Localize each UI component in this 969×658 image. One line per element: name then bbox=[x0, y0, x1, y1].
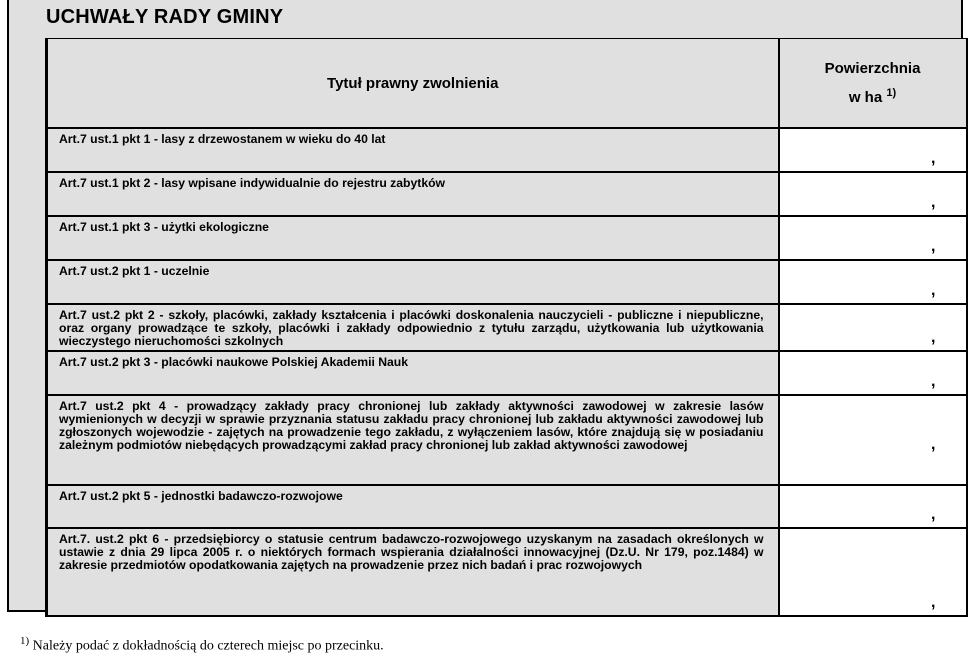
decimal-separator: , bbox=[931, 282, 936, 299]
legal-title-cell: Art.7 ust.2 pkt 3 - placówki naukowe Polskiej Akademii Nauk bbox=[47, 351, 779, 395]
table-row bbox=[47, 128, 967, 172]
legal-title-cell: Art.7 ust.2 pkt 4 - prowadzący zakłady pracy chronionej lub zakłady aktywności zawodowej w zakresie lasów wymienionych w decyzji w sprawie przyznania statusu zakładu pracy chronionej lub zakładu aktywności zawodowej lub zgłoszonych wojewodzie - zajętych na prowadzenie tego zakładu, z wyłączeniem lasów, które znajdują się w posiadaniu zależnym podmiotów niebędących prowadzącymi zakład pracy chronionej lub zakład aktywności zawodowej bbox=[47, 395, 779, 485]
table-row bbox=[47, 528, 967, 616]
table-row bbox=[47, 172, 967, 216]
decimal-separator: , bbox=[931, 329, 936, 346]
table-row bbox=[47, 485, 967, 528]
area-input-cell[interactable] bbox=[779, 351, 967, 395]
decimal-separator: , bbox=[931, 194, 936, 211]
area-input-cell[interactable] bbox=[779, 395, 967, 485]
table-row bbox=[47, 351, 967, 395]
decimal-separator: , bbox=[931, 150, 936, 167]
legal-title-cell: Art.7 ust.1 pkt 3 - użytki ekologiczne bbox=[47, 216, 779, 260]
footnote-text: Należy podać z dokładnością do czterech miejsc po przecinku. bbox=[32, 638, 384, 654]
legal-title-cell: Art.7. ust.2 pkt 6 - przedsiębiorcy o statusie centrum badawczo-rozwojowego uzyskanym na zasadach określonych w ustawie z dnia 29 lipca 2005 r. o niektórych formach wspierania działalności innowacyjnej (Dz.U. Nr 179, poz.1484) w zakresie przedmiotów opodatkowania zajętych na prowadzenie przez nich badań i prac rozwojowych bbox=[47, 528, 779, 616]
decimal-separator: , bbox=[931, 506, 936, 523]
area-input-cell[interactable] bbox=[779, 128, 967, 172]
legal-title-cell: Art.7 ust.1 pkt 2 - lasy wpisane indywidualnie do rejestru zabytków bbox=[47, 172, 779, 216]
area-header-line2: w ha bbox=[848, 89, 883, 106]
table-header-row bbox=[47, 39, 967, 129]
legal-title-cell: Art.7 ust.2 pkt 1 - uczelnie bbox=[47, 260, 779, 304]
area-input-cell[interactable] bbox=[779, 528, 967, 616]
area-input-cell[interactable] bbox=[779, 172, 967, 216]
area-input-cell[interactable] bbox=[779, 304, 967, 351]
decimal-separator: , bbox=[931, 238, 936, 255]
area-input-cell[interactable] bbox=[779, 485, 967, 528]
area-input-cell[interactable] bbox=[779, 260, 967, 304]
table-row bbox=[47, 395, 967, 485]
decimal-separator: , bbox=[931, 594, 936, 611]
legal-title-cell: Art.7 ust.2 pkt 2 - szkoły, placówki, zakłady kształcenia i placówki doskonalenia nauczycieli - publiczne i niepubliczne, oraz organy prowadzące te szkoły, placówki i zakłady odpowiednio z tytułu zarządu, użytkowania lub użytkowania wieczystego nieruchomości szkolnych bbox=[47, 304, 779, 351]
area-header-line1: Powierzchnia bbox=[824, 60, 921, 77]
area-footnote-ref: 1) bbox=[886, 87, 897, 99]
table-row bbox=[47, 304, 967, 351]
decimal-separator: , bbox=[931, 373, 936, 390]
table-row bbox=[47, 216, 967, 260]
table-row bbox=[47, 260, 967, 304]
footnote bbox=[20, 635, 384, 655]
footnote-marker: 1) bbox=[20, 635, 30, 647]
area-input-cell[interactable] bbox=[779, 216, 967, 260]
area-header bbox=[779, 39, 967, 129]
section-title: UCHWAŁY RADY GMINY bbox=[46, 6, 284, 28]
legal-title-cell: Art.7 ust.1 pkt 1 - lasy z drzewostanem w wieku do 40 lat bbox=[47, 128, 779, 172]
exemption-table bbox=[45, 38, 968, 617]
legal-title-cell: Art.7 ust.2 pkt 5 - jednostki badawczo-rozwojowe bbox=[47, 485, 779, 528]
legal-title-header: Tytuł prawny zwolnienia bbox=[47, 39, 779, 129]
decimal-separator: , bbox=[931, 436, 936, 453]
